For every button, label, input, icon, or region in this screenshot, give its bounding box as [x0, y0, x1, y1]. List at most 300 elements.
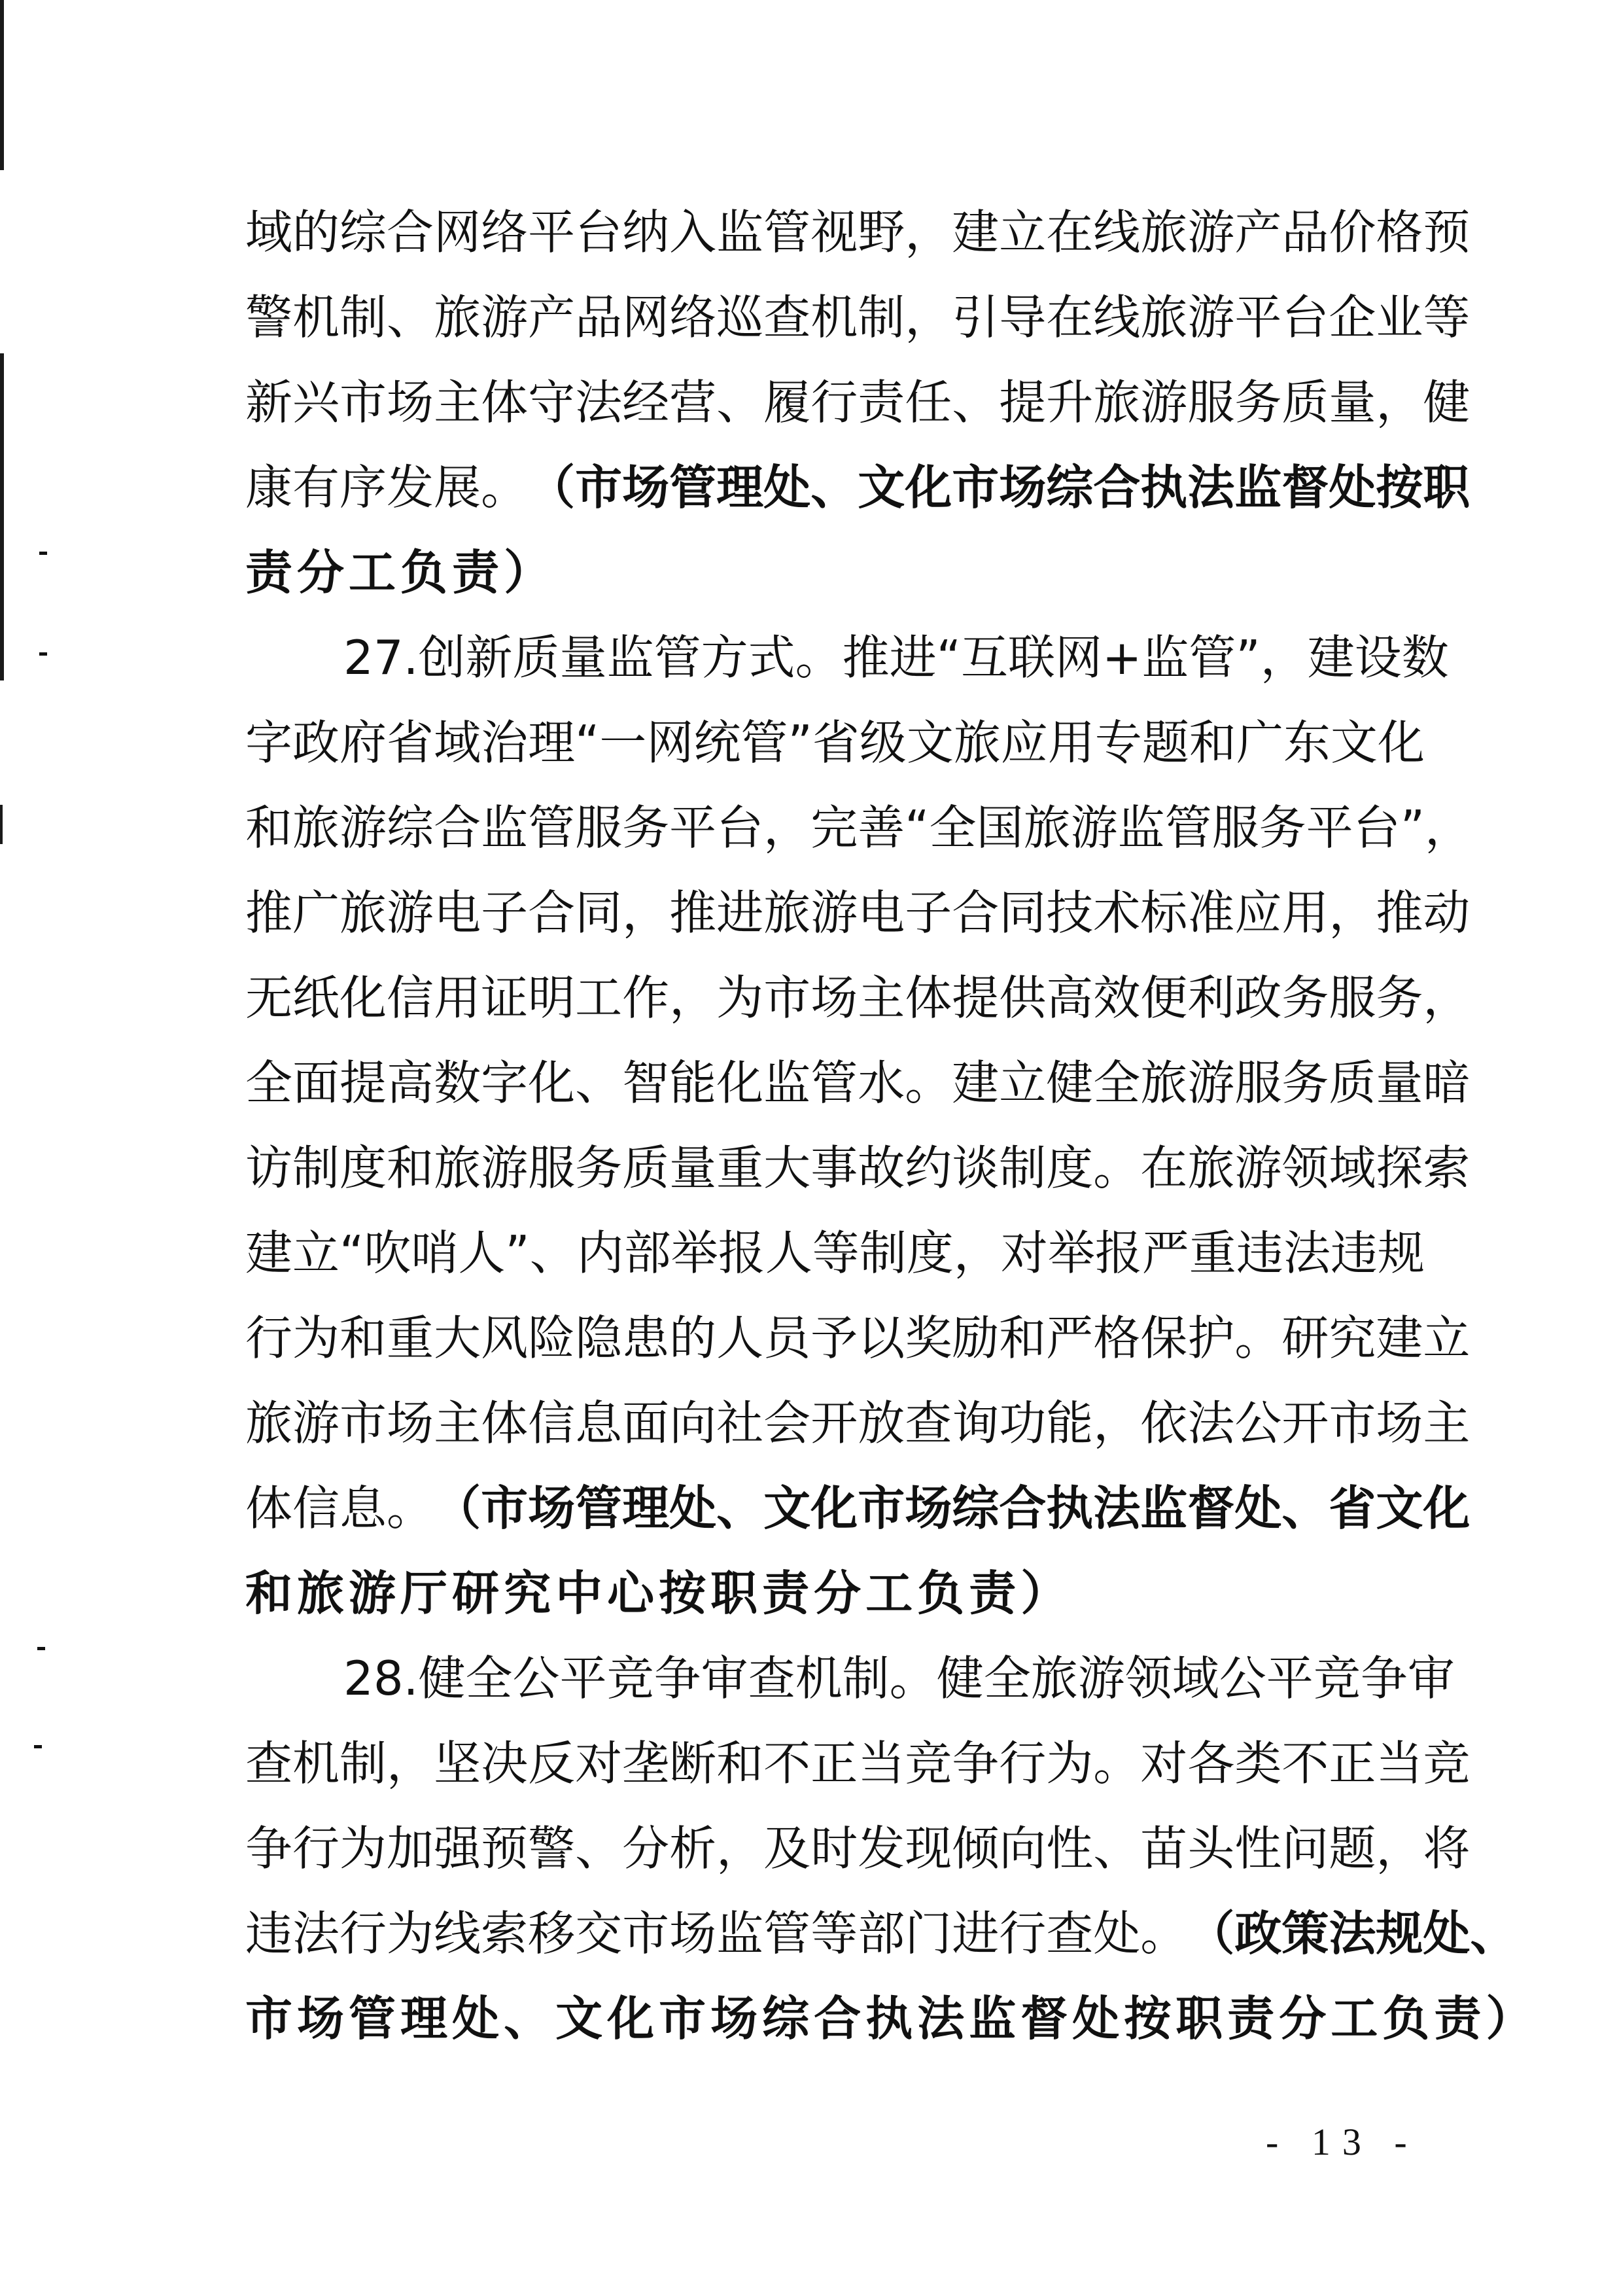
responsibility-char: ）: [1020, 1566, 1073, 1621]
responsibility-char: 责: [452, 545, 504, 600]
body-char: ，: [905, 205, 952, 260]
body-char: 台: [1281, 290, 1329, 345]
body-char: 主: [1423, 1396, 1471, 1451]
body-char: 法: [292, 1906, 340, 1961]
responsibility-char: 处: [1234, 1481, 1282, 1536]
body-char: 报: [1094, 1226, 1142, 1280]
body-char: 产: [1234, 205, 1282, 260]
body-char: 进: [716, 885, 764, 940]
body-char: ，: [953, 1226, 1001, 1280]
body-char: 效: [1093, 970, 1141, 1025]
responsibility-char: 工: [349, 545, 401, 600]
body-char: 建: [1376, 1311, 1423, 1366]
body-char: 省: [387, 715, 434, 770]
body-char: 作: [622, 970, 670, 1025]
body-char: 旅: [1140, 290, 1188, 345]
body-char: 当: [1376, 1736, 1423, 1791]
text-line: [245, 360, 1471, 445]
body-char: 服: [1329, 970, 1376, 1025]
body-char: 争: [1360, 1651, 1408, 1706]
body-char: 严: [1141, 1226, 1189, 1280]
body-char: 法: [1283, 1226, 1331, 1280]
body-char: 综: [339, 205, 387, 260]
body-char: 能: [1046, 1396, 1094, 1451]
body-char: 信: [528, 1396, 576, 1451]
body-char: 2: [343, 1651, 374, 1706]
responsibility-char: 监: [1234, 460, 1282, 515]
body-char: 域: [245, 205, 293, 260]
body-char: 公: [512, 1651, 560, 1706]
body-char: 旅: [339, 885, 387, 940]
responsibility-char: 综: [762, 1991, 814, 2046]
body-char: 审: [701, 1651, 748, 1706]
responsibility-char: （: [434, 1481, 481, 1536]
body-char: 旅: [292, 800, 340, 855]
responsibility-char: 责: [969, 1566, 1021, 1621]
body-char: 护: [1187, 1311, 1235, 1366]
body-char: 式: [748, 630, 795, 685]
body-char: 管: [1164, 800, 1212, 855]
responsibility-char: 场: [622, 460, 670, 515]
body-char: 管: [740, 715, 788, 770]
responsibility-char: 合: [814, 1991, 866, 2046]
responsibility-char: 分: [297, 545, 349, 600]
body-char: 线: [1093, 290, 1141, 345]
body-char: 预: [481, 1821, 529, 1876]
body-char: 警: [528, 1821, 576, 1876]
body-char: 新: [245, 375, 293, 430]
body-char: 制: [858, 290, 905, 345]
body-char: 工: [575, 970, 623, 1025]
body-char: 建: [952, 1055, 1000, 1110]
body-char: 性: [1046, 1821, 1094, 1876]
body-char: 文: [1330, 715, 1378, 770]
responsibility-char: 、: [504, 1991, 556, 2046]
body-char: 电: [858, 885, 905, 940]
body-char: 审: [1407, 1651, 1455, 1706]
responsibility-char: 政: [1234, 1906, 1282, 1961]
body-char: 市: [622, 1906, 670, 1961]
responsibility-char: 场: [297, 1991, 349, 2046]
body-char: 依: [1140, 1396, 1188, 1451]
body-char: 游: [481, 1140, 529, 1195]
body-char: 质: [1329, 1055, 1376, 1110]
body-char: 务: [1259, 800, 1306, 855]
text-line: [245, 1806, 1471, 1891]
responsibility-char: 省: [1329, 1481, 1376, 1536]
body-char: 高: [387, 1055, 434, 1110]
body-char: 。: [1140, 1906, 1188, 1961]
body-char: 理: [528, 715, 576, 770]
body-char: 功: [999, 1396, 1047, 1451]
body-char: 市: [763, 970, 811, 1025]
responsibility-char: 执: [1140, 460, 1188, 515]
responsibility-char: 合: [999, 1481, 1047, 1536]
body-char: 各: [1187, 1736, 1235, 1791]
body-char: 旅: [763, 885, 811, 940]
responsibility-char: 研: [452, 1566, 504, 1621]
body-char: 旅: [1030, 1651, 1078, 1706]
body-char: 行: [339, 1906, 387, 1961]
responsibility-char: 督: [1281, 460, 1329, 515]
body-char: 发: [387, 460, 434, 515]
body-char: 经: [622, 375, 670, 430]
body-char: 展: [434, 460, 481, 515]
responsibility-char: 场: [999, 460, 1047, 515]
body-char: 领: [1281, 1140, 1329, 1195]
body-char: 对: [575, 1736, 623, 1791]
body-char: 推: [669, 885, 717, 940]
body-char: 人: [716, 1311, 764, 1366]
body-char: 品: [575, 290, 623, 345]
body-char: 事: [810, 1140, 858, 1195]
body-char: 制: [859, 1226, 907, 1280]
body-char: 息: [575, 1396, 623, 1451]
body-char: 、: [575, 1821, 623, 1876]
body-char: 高: [1046, 970, 1094, 1025]
body-char: 在: [1046, 290, 1094, 345]
body-char: 明: [528, 970, 576, 1025]
body-char: 等: [810, 1906, 858, 1961]
body-char: 公: [1219, 1651, 1266, 1706]
body-char: 。: [481, 460, 529, 515]
responsibility-char: 市: [575, 460, 623, 515]
responsibility-char: 、: [1281, 1481, 1329, 1536]
body-char: “: [905, 800, 930, 855]
body-char: 责: [858, 375, 905, 430]
body-char: 游: [810, 885, 858, 940]
body-char: 场: [810, 970, 858, 1025]
body-char: 线: [1093, 205, 1141, 260]
body-char: 质: [622, 1140, 670, 1195]
body-char: 游: [1234, 1140, 1282, 1195]
body-char: 、: [387, 290, 434, 345]
body-char: 员: [763, 1311, 811, 1366]
responsibility-char: 责: [1227, 1991, 1280, 2046]
body-char: 、: [575, 1055, 623, 1110]
responsibility-char: 市: [481, 1481, 529, 1536]
body-char: 域: [1172, 1651, 1219, 1706]
body-char: 在: [1140, 1140, 1188, 1195]
body-char: 旅: [434, 290, 481, 345]
responsibility-char: 管: [669, 460, 717, 515]
body-char: 发: [858, 1821, 905, 1876]
body-char: 游: [1140, 375, 1188, 430]
body-char: 台: [575, 205, 623, 260]
body-char: 暗: [1423, 1055, 1471, 1110]
body-char: 创: [418, 630, 466, 685]
body-char: 体: [481, 375, 529, 430]
body-char: 用: [1047, 715, 1095, 770]
body-char: 断: [669, 1736, 717, 1791]
body-char: 垄: [622, 1736, 670, 1791]
body-char: “: [339, 1226, 364, 1280]
body-char: 入: [669, 205, 717, 260]
body-char: 化: [339, 970, 387, 1025]
body-char: 时: [810, 1821, 858, 1876]
body-char: 当: [858, 1736, 905, 1791]
body-char: 游: [1187, 205, 1235, 260]
body-char: 信: [292, 1481, 340, 1536]
responsibility-char: 职: [1175, 1991, 1228, 2046]
body-char: 的: [292, 205, 340, 260]
body-char: 提: [952, 970, 1000, 1025]
body-char: 游: [387, 885, 434, 940]
body-char: 体: [905, 970, 952, 1025]
body-char: 约: [905, 1140, 952, 1195]
body-char: 和: [716, 1736, 764, 1791]
body-char: 兴: [292, 375, 340, 430]
paragraph-heading-line: [245, 1636, 1455, 1721]
body-char: 举: [1047, 1226, 1095, 1280]
body-char: 查: [905, 1396, 952, 1451]
binding-mark: [37, 1647, 45, 1650]
body-char: 人: [765, 1226, 812, 1280]
body-char: 体: [481, 1396, 529, 1451]
body-char: 全: [929, 800, 977, 855]
responsibility-char: 游: [349, 1566, 401, 1621]
body-char: 对: [1140, 1736, 1188, 1791]
body-char: 健: [936, 1651, 984, 1706]
body-char: 务: [622, 800, 670, 855]
body-char: 故: [858, 1140, 905, 1195]
body-char: 机: [795, 1651, 843, 1706]
body-char: 制: [842, 1651, 890, 1706]
body-char: 隐: [575, 1311, 623, 1366]
body-char: 、: [1093, 1821, 1141, 1876]
body-char: 数: [1401, 630, 1449, 685]
body-char: 务: [575, 1140, 623, 1195]
responsibility-char: 综: [1046, 460, 1094, 515]
body-char: 以: [858, 1311, 905, 1366]
body-char: 违: [1330, 1226, 1378, 1280]
body-char: 向: [669, 1396, 717, 1451]
paragraph-28: [245, 1636, 1538, 2061]
body-char: 违: [1236, 1226, 1283, 1280]
body-char: 机: [292, 1736, 340, 1791]
responsibility-char: 处: [1329, 460, 1376, 515]
body-char: 。: [889, 1651, 937, 1706]
responsibility-char: 理: [716, 460, 764, 515]
body-char: 能: [669, 1055, 717, 1110]
body-char: 子: [481, 885, 529, 940]
body-char: 法: [575, 375, 623, 430]
body-char: 主: [434, 375, 481, 430]
body-char: 严: [1046, 1311, 1094, 1366]
body-char: 和: [1189, 715, 1236, 770]
responsibility-char: 文: [555, 1991, 608, 2046]
body-char: 网: [434, 205, 481, 260]
body-char: 监: [606, 630, 654, 685]
body-char: 推: [1376, 885, 1423, 940]
body-char: 体: [245, 1481, 293, 1536]
body-char: 不: [1281, 1736, 1329, 1791]
responsibility-char: 厅: [400, 1566, 453, 1621]
body-char: 部: [858, 1906, 905, 1961]
body-char: 管: [810, 1055, 858, 1110]
body-char: ”: [1400, 800, 1425, 855]
body-char: 索: [1423, 1140, 1471, 1195]
responsibility-char: 分: [1279, 1991, 1331, 2046]
body-char: 化: [1377, 715, 1425, 770]
body-char: 立: [292, 1226, 340, 1280]
body-char: 。: [1093, 1140, 1141, 1195]
body-char: 化: [528, 1055, 576, 1110]
body-char: 同: [575, 885, 623, 940]
responsibility-char: 执: [1046, 1481, 1094, 1536]
body-char: 平: [1306, 800, 1353, 855]
body-char: 分: [622, 1821, 670, 1876]
responsibility-char: 按: [1376, 460, 1423, 515]
body-char: 、: [952, 375, 1000, 430]
body-char: ，: [1376, 375, 1423, 430]
body-char: 纸: [292, 970, 340, 1025]
body-char: 格: [1376, 205, 1423, 260]
body-char: 和: [387, 1140, 434, 1195]
body-char: ，: [716, 1821, 764, 1876]
body-char: .: [403, 1651, 419, 1706]
body-char: 。: [1093, 1736, 1141, 1791]
text-line: [245, 1466, 1471, 1551]
body-char: 险: [528, 1311, 576, 1366]
body-char: 品: [1281, 205, 1329, 260]
body-char: 面: [622, 1396, 670, 1451]
body-char: 行: [810, 375, 858, 430]
body-char: 术: [1093, 885, 1141, 940]
body-char: 制: [339, 1736, 387, 1791]
body-char: 价: [1329, 205, 1376, 260]
body-char: 为: [292, 1311, 340, 1366]
body-char: 主: [434, 1396, 481, 1451]
body-char: 警: [245, 290, 293, 345]
body-char: 开: [810, 1396, 858, 1451]
body-char: 康: [245, 460, 293, 515]
body-char: 综: [387, 800, 434, 855]
body-char: 文: [906, 715, 954, 770]
body-char: 网: [622, 290, 670, 345]
body-char: 一: [599, 715, 647, 770]
body-char: 建: [245, 1226, 293, 1280]
body-char: ”: [505, 1226, 530, 1280]
body-char: 方: [701, 630, 748, 685]
body-char: 管: [653, 630, 701, 685]
responsibility-char: 法: [917, 1991, 969, 2046]
body-char: 争: [952, 1736, 1000, 1791]
binding-mark: [39, 552, 47, 555]
body-char: 查: [1046, 1906, 1094, 1961]
body-char: 市: [1329, 1396, 1376, 1451]
body-char: 旅: [245, 1396, 293, 1451]
body-char: 询: [952, 1396, 1000, 1451]
body-char: 报: [718, 1226, 765, 1280]
text-line: [245, 445, 1471, 530]
body-char: ，: [669, 970, 717, 1025]
body-char: 监: [763, 1055, 811, 1110]
responsibility-char: 法: [1093, 1481, 1141, 1536]
body-char: 政: [1234, 970, 1282, 1025]
responsibility-char: 场: [905, 1481, 952, 1536]
body-char: 量: [669, 1140, 717, 1195]
body-char: ，: [1093, 1396, 1141, 1451]
responsibility-char: 工: [865, 1566, 918, 1621]
body-char: 服: [1187, 375, 1235, 430]
responsibility-char: 规: [1376, 1906, 1423, 1961]
body-char: 提: [999, 375, 1047, 430]
text-line: [245, 1296, 1471, 1381]
body-char: 性: [1234, 1821, 1282, 1876]
text-line: [245, 1125, 1471, 1210]
body-char: 监: [1117, 800, 1165, 855]
body-char: 有: [292, 460, 340, 515]
body-char: 广: [1236, 715, 1283, 770]
body-char: 。: [905, 1055, 952, 1110]
responsibility-char: 职: [710, 1566, 763, 1621]
body-char: 健: [418, 1651, 466, 1706]
responsibility-char: 化: [905, 460, 952, 515]
body-char: 的: [669, 1311, 717, 1366]
body-char: 格: [1093, 1311, 1141, 1366]
responsibility-char: 责: [1434, 1991, 1486, 2046]
responsibility-char: 市: [858, 1481, 905, 1536]
body-char: 游: [1077, 1651, 1125, 1706]
body-char: 查: [748, 1651, 795, 1706]
responsibility-char: 执: [865, 1991, 918, 2046]
body-char: 类: [1234, 1736, 1282, 1791]
body-char: ，: [1329, 885, 1376, 940]
body-char: 企: [1329, 290, 1376, 345]
body-char: 探: [1376, 1140, 1423, 1195]
body-char: 坚: [434, 1736, 481, 1791]
body-char: 处: [1093, 1906, 1141, 1961]
body-char: 络: [669, 290, 717, 345]
body-char: 争: [653, 1651, 701, 1706]
body-char: 利: [1187, 970, 1235, 1025]
responsibility-char: 化: [1423, 1481, 1471, 1536]
body-char: 患: [622, 1311, 670, 1366]
body-char: 重: [716, 1140, 764, 1195]
body-char: 统: [693, 715, 741, 770]
body-char: 管: [763, 205, 811, 260]
responsibility-char: 旅: [297, 1566, 349, 1621]
body-char: 风: [481, 1311, 529, 1366]
body-char: ”: [788, 715, 812, 770]
body-char: 会: [763, 1396, 811, 1451]
body-char: 健: [1423, 375, 1471, 430]
body-char: 游: [1187, 1055, 1235, 1110]
body-char: 竞: [606, 1651, 654, 1706]
body-char: 推: [842, 630, 890, 685]
body-char: 行: [999, 1906, 1047, 1961]
body-char: 大: [763, 1140, 811, 1195]
body-char: 务: [1376, 970, 1423, 1025]
responsibility-char: 综: [952, 1481, 1000, 1536]
body-char: .: [403, 630, 419, 685]
text-line: [245, 785, 1472, 870]
body-char: 设: [1354, 630, 1402, 685]
responsibility-char: 合: [1093, 460, 1141, 515]
body-char: 反: [528, 1736, 576, 1791]
body-char: 加: [387, 1821, 434, 1876]
body-char: 务: [1234, 375, 1282, 430]
body-char: 新: [465, 630, 513, 685]
body-char: 善: [858, 800, 905, 855]
body-char: “: [936, 630, 961, 685]
body-char: 电: [434, 885, 481, 940]
body-char: 化: [716, 1055, 764, 1110]
body-char: 平: [1234, 290, 1282, 345]
responsibility-char: 化: [810, 1481, 858, 1536]
body-char: 行: [999, 1736, 1047, 1791]
